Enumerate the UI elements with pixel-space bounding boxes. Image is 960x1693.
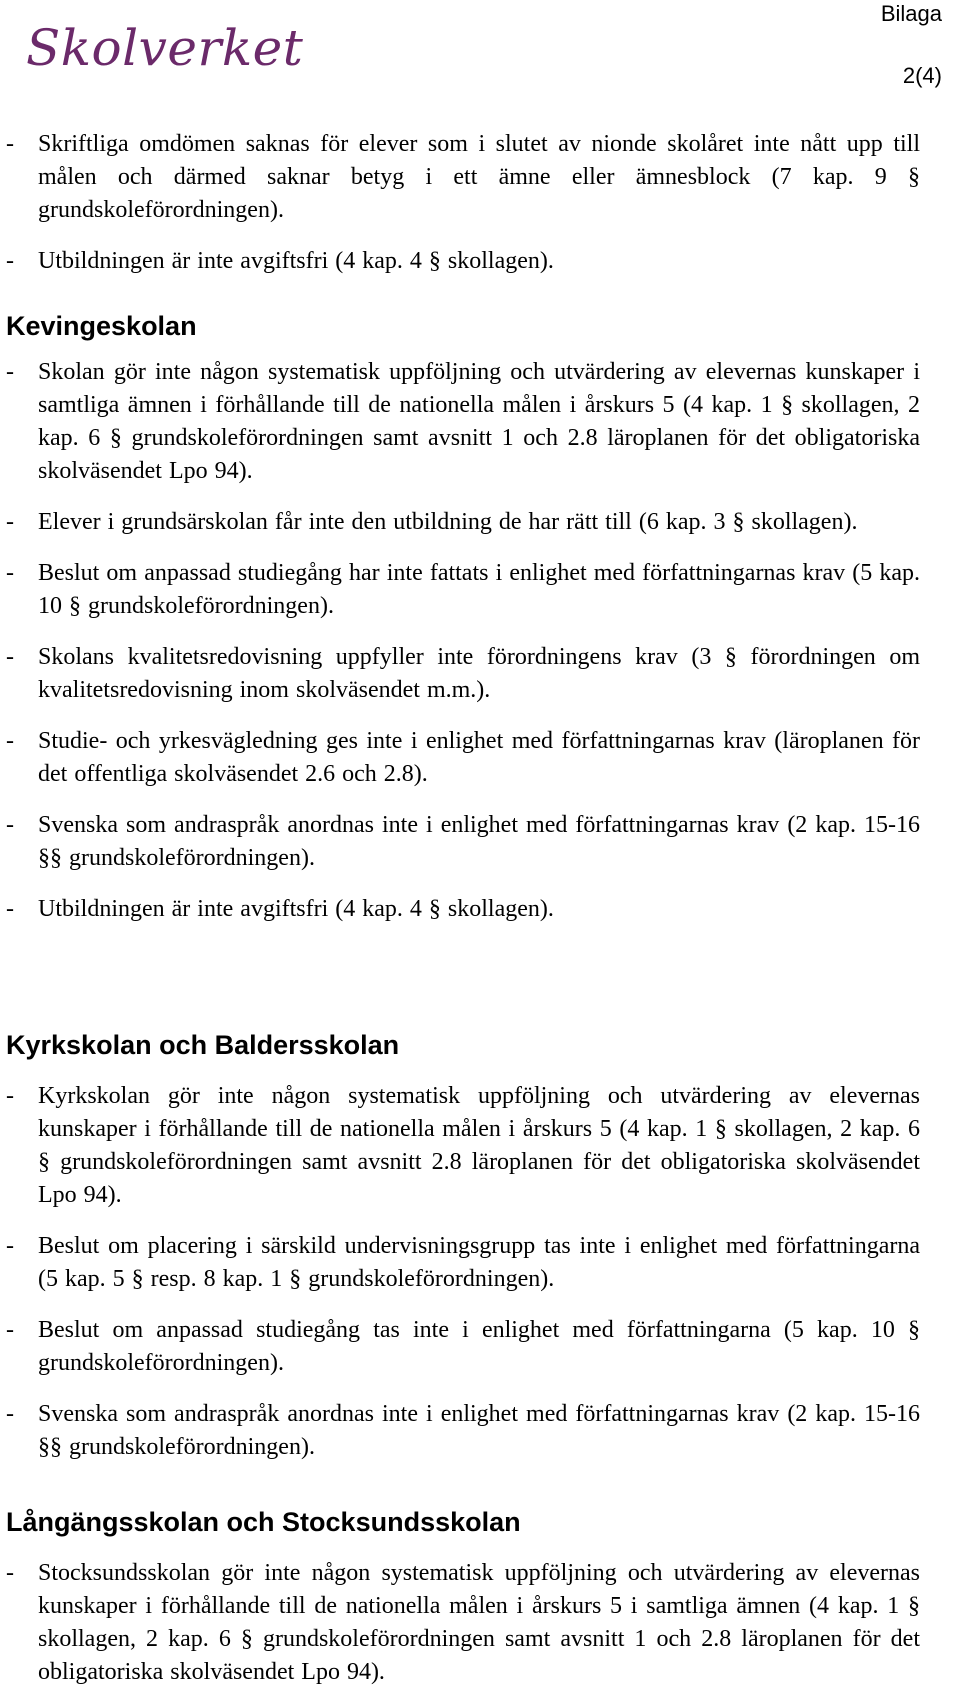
list-dash: - (6, 728, 14, 754)
list-item (0, 1230, 920, 1296)
list-dash: - (6, 509, 14, 535)
list-item (0, 356, 920, 488)
section-heading-langangsskolan-stocksundsskolan: Långängsskolan och Stocksundsskolan (6, 1507, 521, 1537)
list-item (0, 1557, 920, 1689)
list-dash: - (6, 1560, 14, 1586)
list-item-text: Utbildningen är inte avgiftsfri (4 kap. 4 § skollagen). (38, 248, 554, 274)
list-dash: - (6, 644, 14, 670)
list-item-text: Kyrkskolan gör inte någon systematisk uppföljning och utvärdering av elevernas kunskaper i förhållande till de nationella målen i årskurs 5 (4 kap. 1 § skollagen, 2 kap. 6 § grundskoleförordningen samt avsnitt 2.8 läroplanen för det obligatoriska skolväsendet Lpo 94). (38, 1083, 920, 1208)
list-item-text: Beslut om placering i särskild undervisningsgrupp tas inte i enlighet med författningarna (5 kap. 5 § resp. 8 kap. 1 § grundskoleförordningen). (38, 1233, 920, 1292)
list-item (0, 725, 920, 791)
list-dash: - (6, 131, 14, 157)
list-dash: - (6, 560, 14, 586)
list-item-text: Stocksundsskolan gör inte någon systematisk uppföljning och utvärdering av elevernas kunskaper i förhållande till de nationella målen i årskurs 5 i samtliga ämnen (4 kap. 1 § skollagen, 2 kap. 6 § grundskoleförordningen samt avsnitt 1 och 2.8 läroplanen för det obligatoriska skolväsendet Lpo 94). (38, 1560, 920, 1685)
list-item (0, 1314, 920, 1380)
list-item (0, 128, 920, 227)
list-item-text: Skolan gör inte någon systematisk uppföljning och utvärdering av elevernas kunskaper i samtliga ämnen i förhållande till de nationella målen i årskurs 5 (4 kap. 1 § skollagen, 2 kap. 6 § grundskoleförordningen samt avsnitt 1 och 2.8 läroplanen för det obligatoriska skolväsendet Lpo 94). (38, 359, 920, 484)
list-item-text: Svenska som andraspråk anordnas inte i enlighet med författningarnas krav (2 kap. 15-16 §§ grundskoleförordningen). (38, 812, 920, 871)
list-dash: - (6, 1083, 14, 1109)
list-item (0, 245, 920, 278)
intro-list (0, 128, 960, 296)
list-dash: - (6, 1401, 14, 1427)
list-item-text: Utbildningen är inte avgiftsfri (4 kap. 4 § skollagen). (38, 896, 554, 922)
skolverket-logo: Skolverket (26, 19, 304, 77)
list-dash: - (6, 1317, 14, 1343)
list-item-text: Beslut om anpassad studiegång har inte fattats i enlighet med författningarnas krav (5 kap. 10 § grundskoleförordningen). (38, 560, 920, 619)
section-heading-kevingeskolan: Kevingeskolan (6, 311, 197, 341)
section-heading-kyrkskolan-baldersskolan: Kyrkskolan och Baldersskolan (6, 1030, 400, 1060)
list-item (0, 1398, 920, 1464)
list-dash: - (6, 896, 14, 922)
list-item (0, 641, 920, 707)
section-list-kyrkskolan-baldersskolan (0, 1080, 960, 1482)
list-item-text: Beslut om anpassad studiegång tas inte i enlighet med författningarna (5 kap. 10 § grundskoleförordningen). (38, 1317, 920, 1376)
list-item (0, 893, 920, 926)
list-item-text: Svenska som andraspråk anordnas inte i enlighet med författningarnas krav (2 kap. 15-16 §§ grundskoleförordningen). (38, 1401, 920, 1460)
list-item-text: Skolans kvalitetsredovisning uppfyller inte förordningens krav (3 § förordningen om kvalitetsredovisning inom skolväsendet m.m.). (38, 644, 920, 703)
list-item-text: Studie- och yrkesvägledning ges inte i enlighet med författningarnas krav (läroplanen för det offentliga skolväsendet 2.6 och 2.8). (38, 728, 920, 787)
list-dash: - (6, 359, 14, 385)
list-item (0, 809, 920, 875)
list-item (0, 557, 920, 623)
list-dash: - (6, 812, 14, 838)
page-number: 2(4) (902, 63, 942, 88)
list-item-text: Elever i grundsärskolan får inte den utbildning de har rätt till (6 kap. 3 § skollagen). (38, 509, 858, 535)
list-item (0, 1080, 920, 1212)
list-dash: - (6, 248, 14, 274)
section-list-kevingeskolan (0, 356, 960, 944)
list-item-text: Skriftliga omdömen saknas för elever som i slutet av nionde skolåret inte nått upp till målen och därmed saknar betyg i ett ämne eller ämnesblock (7 kap. 9 § grundskoleförordningen). (38, 131, 920, 223)
appendix-label: Bilaga (880, 1, 942, 26)
section-list-langangsskolan-stocksundsskolan (0, 1557, 960, 1693)
list-item (0, 506, 920, 539)
list-dash: - (6, 1233, 14, 1259)
